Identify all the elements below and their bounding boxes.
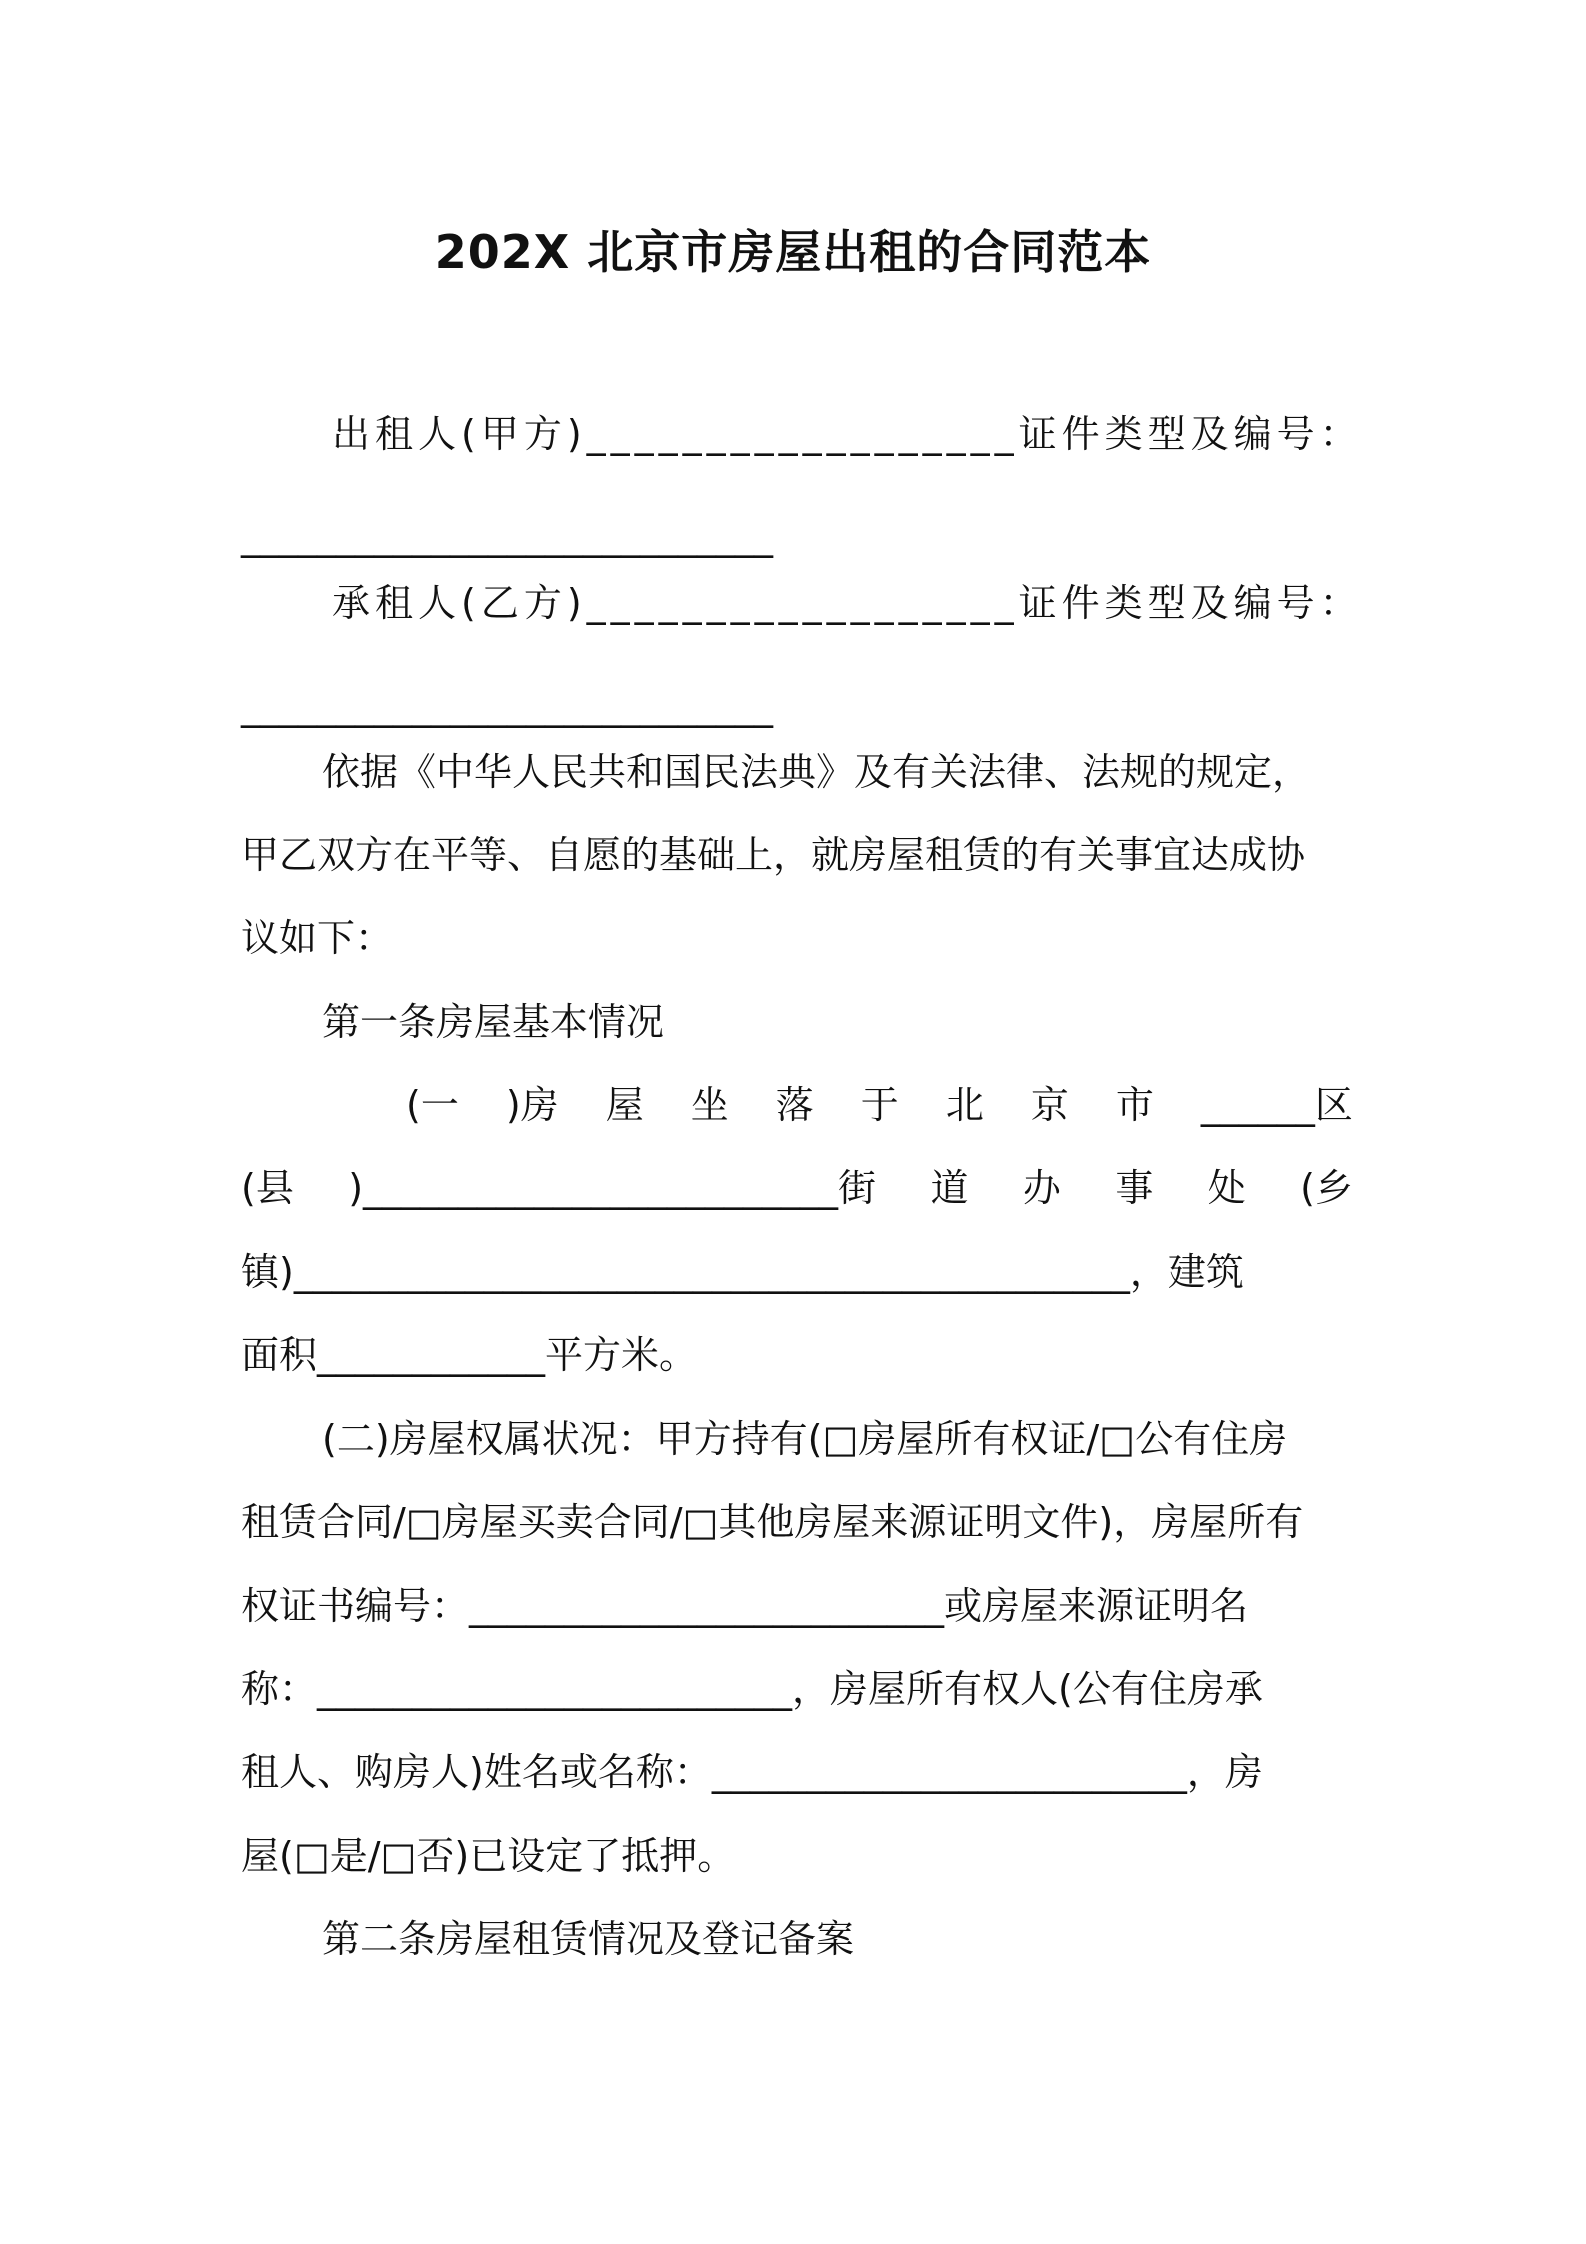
paragraph-line: 甲乙双方在平等、自愿的基础上，就房屋租赁的有关事宜达成协 — [241, 833, 1306, 877]
section-heading-1: 第一条房屋基本情况 — [322, 1000, 665, 1044]
lessee-line: 承租人(乙方)__________________证件类型及编号： — [332, 581, 1363, 625]
lessor-line: 出租人(甲方)__________________证件类型及编号： — [332, 412, 1363, 456]
paragraph-line: 议如下： — [241, 916, 394, 960]
paragraph-line: 镇)____________________________________________，建筑 — [241, 1250, 1244, 1294]
paragraph-line: (一 )房 屋 坐 落 于 北 京 市 ______区 — [406, 1083, 1353, 1127]
paragraph-line: 称：_________________________，房屋所有权人(公有住房承 — [241, 1667, 1263, 1711]
section-heading-2: 第二条房屋租赁情况及登记备案 — [322, 1917, 855, 1961]
paragraph-line: 依据《中华人民共和国民法典》及有关法律、法规的规定， — [322, 750, 1311, 794]
paragraph-line: 租人、购房人)姓名或名称：_________________________，房 — [241, 1750, 1263, 1794]
page-title: 202X 北京市房屋出租的合同范本 — [434, 225, 1152, 279]
paragraph-line: 权证书编号：_________________________或房屋来源证明名 — [241, 1584, 1249, 1628]
paragraph-line: (县 )_________________________街 道 办 事 处 (乡 — [241, 1166, 1353, 1210]
paragraph-line: 屋(□是/□否)已设定了抵押。 — [241, 1834, 736, 1878]
paragraph-line: (二)房屋权属状况：甲方持有(□房屋所有权证/□公有住房 — [322, 1417, 1288, 1461]
lessee-id-blank: ____________________________ — [241, 684, 773, 728]
paragraph-line: 面积____________平方米。 — [241, 1333, 698, 1377]
paragraph-line: 租赁合同/□房屋买卖合同/□其他房屋来源证明文件)，房屋所有 — [241, 1500, 1304, 1544]
lessor-id-blank: ____________________________ — [241, 514, 773, 558]
